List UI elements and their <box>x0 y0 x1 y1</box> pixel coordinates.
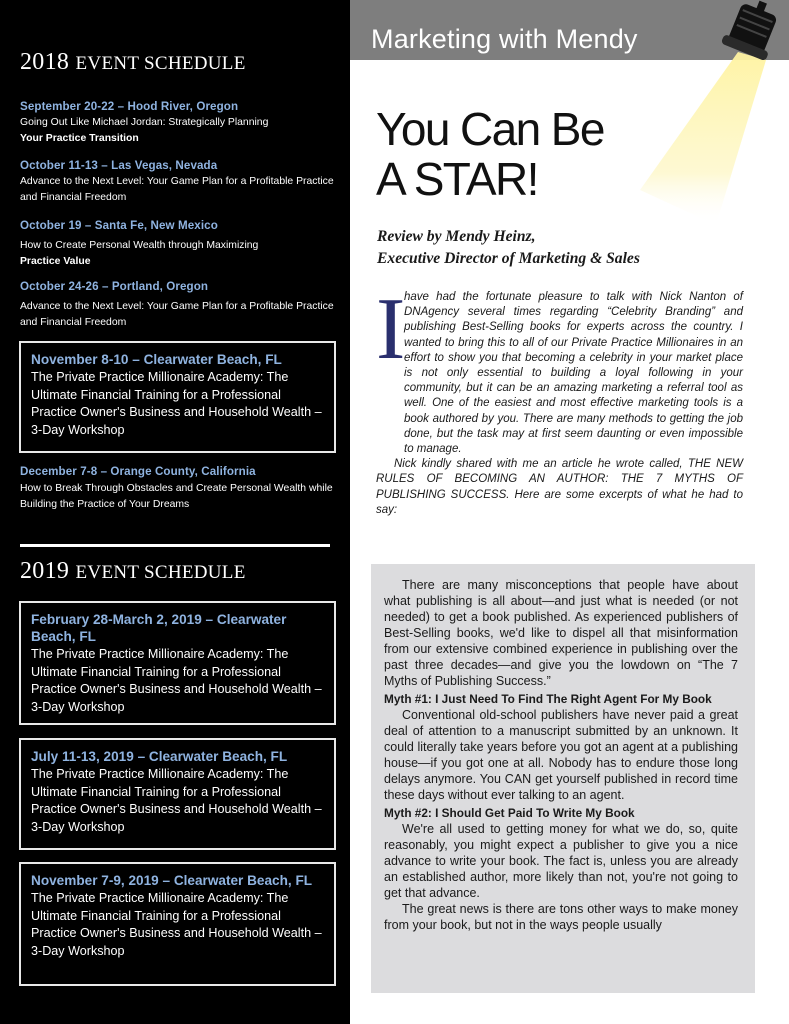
schedule-2019-year: 2019 <box>20 558 70 584</box>
lead-in-paragraph: Nick kindly shared with me an article he wrote called, THE NEW RULES OF BECOMING AN AUTHOR: THE 7 MYTHS OF PUBLISHING SUCCESS. Here are some excerpts of what he had to say: <box>376 458 743 516</box>
schedule-2019-label: EVENT SCHEDULE <box>75 562 246 583</box>
myth-2-heading: Myth #2: I Should Get Paid To Write My Book <box>384 806 635 820</box>
schedule-2018-label: EVENT SCHEDULE <box>75 53 246 74</box>
featured-event-box <box>19 862 336 986</box>
event-item <box>20 279 335 330</box>
event-description: The Private Practice Millionaire Academy: The Ultimate Financial Training for a Professional Practice Owner's Business and Household Wealth – 3-Day Workshop <box>31 370 322 437</box>
event-desc-bold: Your Practice Transition <box>20 132 139 144</box>
event-date: December 7-8 – Orange County, California <box>20 465 256 478</box>
event-date: September 20-22 – Hood River, Oregon <box>20 100 239 113</box>
article-byline <box>377 226 640 270</box>
myth-1-text: Conventional old-school publishers have never paid a great deal of attention to a manuscript submitted by an unknown. It could literally take years before you got an agent at a publishing house—if you got one at all. Nobody has to endure those long delays anymore. You CAN get yourself published in record time these days without ever talking to an agent. <box>384 708 738 802</box>
headline-line-1: You Can Be <box>376 103 604 155</box>
excerpt-box <box>371 564 755 993</box>
event-desc-bold: Practice Value <box>20 255 91 267</box>
article-headline <box>376 104 604 204</box>
schedule-2018-year: 2018 <box>20 49 70 75</box>
event-schedule-sidebar <box>0 0 350 1024</box>
intro-text: have had the fortunate pleasure to talk with Nick Nanton of DNAgency several times regarding “Celebrity Branding” and publishing Best-Selling books for experts across the country. I wanted to bring this to all of our Private Practice Millionaires in an effort to show you that becoming a celebrity in your market place is not only essential to building a loyal following in your community, but it can be an amazing marketing a referral tool as well. One of the easiest and most effective marketing tools is a book authored by you. There are many methods to getting the job done, but the task may at first seem daunting or even impossible to manage. <box>404 291 743 456</box>
event-date: October 19 – Santa Fe, New Mexico <box>20 219 218 232</box>
event-description: Advance to the Next Level: Your Game Plan for a Profitable Practice and Financial Freedom <box>20 301 334 328</box>
featured-event-box <box>19 738 336 850</box>
event-date: November 7-9, 2019 – Clearwater Beach, FL <box>31 873 313 888</box>
featured-event-box <box>19 601 336 725</box>
featured-event-box <box>19 341 336 453</box>
event-desc-text: How to Create Personal Wealth through Maximizing <box>20 240 259 251</box>
event-date: October 24-26 – Portland, Oregon <box>20 280 209 293</box>
event-date: October 11-13 – Las Vegas, Nevada <box>20 159 218 172</box>
myth-2-text: We're all used to getting money for what we do, so, quite reasonably, you might expect a publisher to give you a nice advance to write your book. The fact is, unless you are already an established author, more likely than not, you're not going to get that advance. <box>384 822 738 900</box>
event-item <box>20 99 335 146</box>
schedule-2018-title <box>20 49 330 76</box>
headline-line-2: A STAR! <box>376 153 538 205</box>
article-body <box>376 281 743 518</box>
event-item <box>20 464 335 512</box>
event-item <box>20 218 335 269</box>
section-divider <box>20 544 330 547</box>
event-description: The Private Practice Millionaire Academy: The Ultimate Financial Training for a Professional Practice Owner's Business and Household Wealth – 3-Day Workshop <box>31 891 322 958</box>
excerpt-closing: The great news is there are tons other ways to make money from your book, but not in the ways people usually <box>384 902 738 932</box>
event-description <box>20 115 335 146</box>
event-item <box>20 158 335 205</box>
intro-paragraph <box>376 281 743 457</box>
event-description <box>20 238 335 269</box>
drop-cap: I <box>376 281 406 378</box>
byline-title: Executive Director of Marketing & Sales <box>377 250 640 267</box>
byline-author: Review by Mendy Heinz, <box>377 228 536 245</box>
schedule-2019-title <box>20 558 330 585</box>
event-desc-text: Going Out Like Michael Jordan: Strategically Planning <box>20 117 269 128</box>
event-date: November 8-10 – Clearwater Beach, FL <box>31 352 282 367</box>
myth-1-heading: Myth #1: I Just Need To Find The Right Agent For My Book <box>384 692 712 706</box>
column-title: Marketing with Mendy <box>371 24 638 54</box>
event-description: How to Break Through Obstacles and Create Personal Wealth while Building the Practice of Your Dreams <box>20 483 333 510</box>
event-description: Advance to the Next Level: Your Game Plan for a Profitable Practice and Financial Freedom <box>20 176 334 203</box>
event-description: The Private Practice Millionaire Academy: The Ultimate Financial Training for a Professional Practice Owner's Business and Household Wealth – 3-Day Workshop <box>31 647 322 714</box>
event-description: The Private Practice Millionaire Academy: The Ultimate Financial Training for a Professional Practice Owner's Business and Household Wealth – 3-Day Workshop <box>31 767 322 834</box>
event-date: February 28-March 2, 2019 – Clearwater Beach, FL <box>31 612 287 644</box>
event-date: July 11-13, 2019 – Clearwater Beach, FL <box>31 749 288 764</box>
excerpt-intro: There are many misconceptions that people have about what publishing is all about—and just what is needed (or not needed) to get a book published. As experienced publishers of Best-Selling books, we'd like to dispel all that misinformation from our extensive combined experience in publishing over the past three decades—and give you the lowdown on “The 7 Myths of Publishing Success.” <box>384 578 738 688</box>
